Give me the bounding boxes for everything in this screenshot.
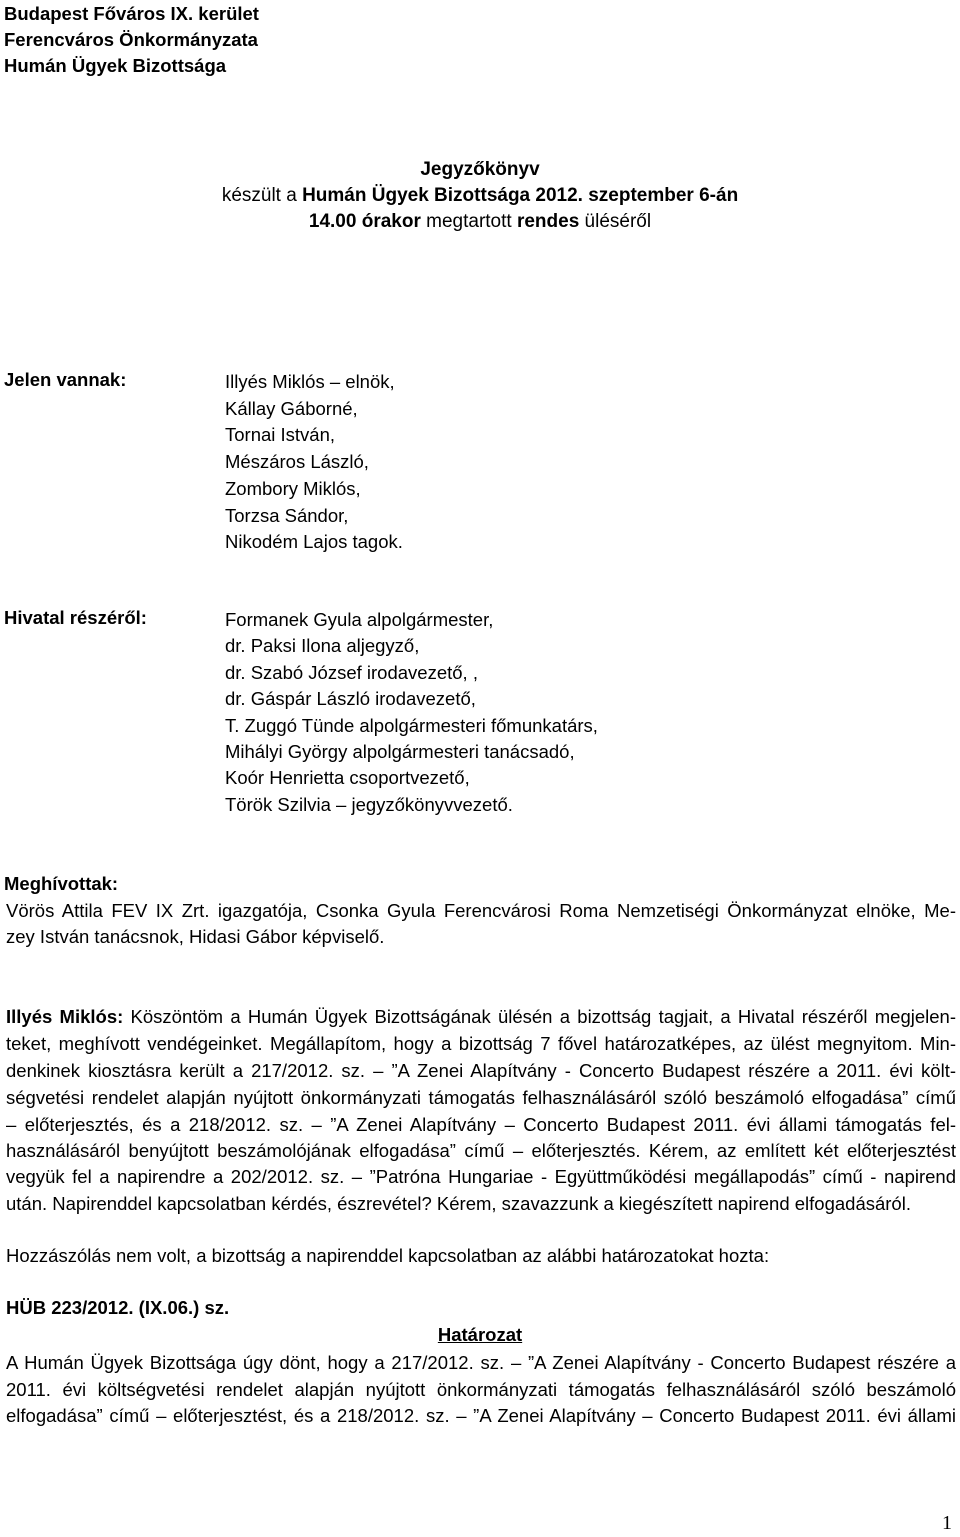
header-line-1: Budapest Főváros IX. kerület xyxy=(4,3,259,24)
office-member: dr. Gáspár László irodavezető, xyxy=(225,688,476,710)
office-list xyxy=(225,607,598,818)
speech-line xyxy=(6,1138,956,1164)
present-member: Illyés Miklós – elnök, xyxy=(225,371,395,392)
office-member: Formanek Gyula alpolgármester, xyxy=(225,609,494,630)
title-time: 14.00 órakor xyxy=(308,211,421,232)
title-line-3-post: üléséről xyxy=(579,211,652,232)
speech-line-text: használásáról benyújtott beszámolójának elfogadása” című – előterjesztés. Kérem, az említett két előterjesztést xyxy=(6,1140,956,1161)
speech-line-last: után. Napirenddel kapcsolatban kérdés, észrevétel? Kérem, szavazzunk a kiegészített napirend elfogadásáról. xyxy=(6,1193,911,1214)
office-member: T. Zuggó Tünde alpolgármesteri főmunkatárs, xyxy=(225,714,598,736)
invited-line-1-text: Vörös Attila FEV IX Zrt. igazgatója, Csonka Gyula Ferencvárosi Roma Nemzetiségi Önkormányzat elnöke, Me- xyxy=(6,900,956,921)
present-member: Mészáros László, xyxy=(225,451,369,473)
header-line-2: Ferencváros Önkormányzata xyxy=(4,29,258,50)
title-line-2-bold: Humán Ügyek Bizottsága 2012. szeptember 6-án xyxy=(302,185,739,206)
speech-line-1 xyxy=(6,1004,956,1030)
resolution-line xyxy=(6,1377,956,1403)
document-title: Jegyzőkönyv xyxy=(420,159,540,180)
resolution-line-text: A Humán Ügyek Bizottsága úgy dönt, hogy a 217/2012. sz. – ”A Zenei Alapítvány - Concerto Budapest részére a xyxy=(6,1352,956,1373)
invited-label: Meghívottak: xyxy=(4,873,119,894)
title-line-2-pre: készült a xyxy=(221,185,303,206)
invited-line-1 xyxy=(6,898,956,924)
present-member: Zombory Miklós, xyxy=(225,477,361,499)
title-line-3 xyxy=(0,211,960,233)
resolution-line xyxy=(6,1350,956,1376)
title-session-type: rendes xyxy=(516,211,580,232)
title-line-2 xyxy=(0,185,960,207)
speech-line-text: vegyük fel a napirendre a 202/2012. sz. – ”Patróna Hungariae - Együttműködési megállapodás” című - napirend xyxy=(6,1166,956,1187)
speech-line xyxy=(6,1164,956,1190)
present-label: Jelen vannak: xyxy=(4,369,127,390)
no-comment-line: Hozzászólás nem volt, a bizottság a napirenddel kapcsolatban az alábbi határozatokat hozta: xyxy=(6,1245,770,1266)
speech-line xyxy=(6,1031,956,1057)
office-label: Hivatal részéről: xyxy=(4,607,147,628)
present-member: Torzsa Sándor, xyxy=(225,504,349,526)
present-member: Nikodém Lajos tagok. xyxy=(225,531,403,553)
speech-line xyxy=(6,1085,956,1111)
resolution-heading: Határozat xyxy=(437,1324,523,1345)
resolution-line xyxy=(6,1403,956,1429)
office-member: Koór Henrietta csoportvezető, xyxy=(225,767,470,789)
speech-line-text: – előterjesztés, és a 218/2012. sz. – ”A Zenei Alapítvány – Concerto Budapest 2011. évi állami támogatás fel- xyxy=(6,1114,956,1135)
resolution-number: HÜB 223/2012. (IX.06.) sz. xyxy=(6,1297,230,1318)
speech-line-text: ségvetési rendelet alapján nyújtott önkormányzati támogatás felhasználásáról szóló beszámoló elfogadása” című xyxy=(6,1087,956,1108)
present-member: Kállay Gáborné, xyxy=(225,397,358,419)
title-line-3-mid: megtartott xyxy=(420,211,517,232)
invited-line-2: zey István tanácsnok, Hidasi Gábor képviselő. xyxy=(6,926,385,947)
office-member: Török Szilvia – jegyzőkönyvvezető. xyxy=(225,793,513,815)
speech-line-1-text: Köszöntöm a Humán Ügyek Bizottságának ülésén a bizottság tagjait, a Hivatal részéről megjelen- xyxy=(123,1006,956,1027)
resolution-line-text: 2011. évi költségvetési rendelet alapján nyújtott önkormányzati támogatás felhasználásáról szóló beszámoló xyxy=(6,1379,956,1400)
office-member: dr. Paksi Ilona aljegyző, xyxy=(225,635,420,657)
office-member: dr. Szabó József irodavezető, , xyxy=(225,661,478,683)
present-member: Tornai István, xyxy=(225,424,336,446)
page-number: 1 xyxy=(942,1512,952,1534)
speech-line-text: denkinek kiosztásra került a 217/2012. sz. – ”A Zenei Alapítvány - Concerto Budapest részére a 2011. évi költ- xyxy=(6,1060,956,1081)
header-line-3: Humán Ügyek Bizottsága xyxy=(4,55,227,76)
office-member: Mihályi György alpolgármesteri tanácsadó, xyxy=(225,741,575,763)
speech-line-text: teket, meghívott vendégeinket. Megállapítom, hogy a bizottság 7 fővel határozatképes, az ülést megnyitom. Min- xyxy=(6,1033,956,1054)
resolution-line-text: elfogadása” című – előterjesztést, és a 218/2012. sz. – ”A Zenei Alapítvány – Concerto Budapest 2011. évi állami xyxy=(6,1405,956,1426)
speaker-name: Illyés Miklós: xyxy=(6,1006,124,1027)
speech-line xyxy=(6,1058,956,1084)
present-list xyxy=(225,369,403,556)
speech-line xyxy=(6,1112,956,1138)
